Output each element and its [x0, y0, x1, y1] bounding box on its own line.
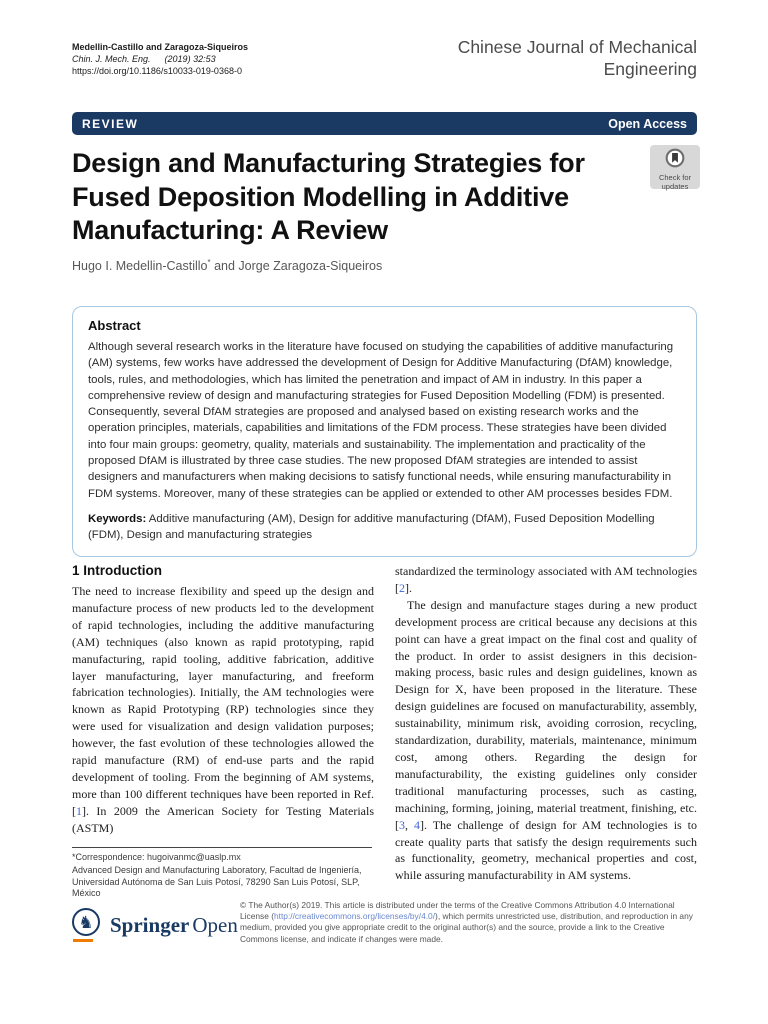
intro-paragraph-1 — [72, 583, 374, 837]
text-segment: ]. — [405, 580, 412, 595]
text-segment: ]. In 2009 the American Society for Testing Materials (ASTM) — [72, 803, 374, 835]
reference-link[interactable]: http://creativecommons.org/licenses/by/4.0/ — [273, 911, 436, 922]
citation-line — [72, 53, 248, 65]
abstract-heading: Abstract — [88, 318, 141, 333]
header-citation-block — [72, 41, 248, 77]
authors-line — [72, 258, 382, 273]
keywords-label: Keywords: — [88, 512, 147, 525]
correspondence-line[interactable]: *Correspondence: hugoivanmc@uaslp.mx — [72, 852, 241, 862]
reference-link[interactable]: 3 — [399, 817, 405, 832]
publisher-name-bold: Springer — [110, 912, 190, 937]
footnote-divider — [72, 847, 372, 848]
reference-link[interactable]: 1 — [76, 803, 82, 818]
springer-open-logo — [72, 898, 240, 945]
text-segment: The design and manufacture stages during a new product development process are critical because any decisions at this point can have a great impact on the final cost and quality of the product. In order to assist designers in this decision-making process, basic rules and design guidelines, known as Design for X, have been proposed in the literature. These design guidelines are focused on manufacturability, assembly, sustainability, minimum risk, avoiding corrosion, recycling, standardization, durability, materials, maintenance, minimum cost, among others. Regarding the design for manufacturability, the existing guidelines only consider traditional manufacturing processes, such as casting, machining, forming, joining, material treatment, finishing, etc. [ — [395, 597, 697, 832]
reference-link[interactable]: 4 — [413, 817, 420, 832]
keywords-line — [88, 511, 681, 544]
logo-orange-bar — [73, 939, 93, 942]
affiliation-line: Advanced Design and Manufacturing Laboratory, Facultad de Ingeniería, Universidad Autónoma de San Luis Potosí, 78290 San Luis Potosí, SLP, México — [72, 864, 362, 899]
check-updates-label: Check for updates — [658, 173, 692, 191]
body-columns — [72, 563, 697, 884]
horse-glyph: ♞ — [78, 912, 94, 932]
citation-issue: (2019) 32:53 — [164, 54, 216, 64]
section-heading-introduction: 1 Introduction — [72, 563, 162, 578]
text-segment: The need to increase flexibility and speed up the design and manufacture process of new products led to the development of rapid technologies, including the additive manufacturing (AM) techniques (also known as rapid prototyping, rapid manufacturing, rapid tooling, additive fabrication, additive layer manufacturing, layer manufacturing, and freeform fabrication technologies). Initially, the AM technologies were known as Rapid Prototyping (RP) technologies since they were used for visualization and design validation purposes; however, the fast evolution of these technologies allowed the rapid manufacture (RM) of end-use parts and the rapid development of tooling. From the beginning of AM systems, more than 100 different techniques have been reported in Ref. [ — [72, 584, 374, 818]
text-segment: ]. The challenge of design for AM technologies is to create quality parts that satisfy the design requirements such as functionality, geometry, mechanical properties and cost, while assuring manufacturability in AM systems. — [395, 817, 698, 883]
page-title: Design and Manufacturing Strategies for Fused Deposition Modelling in Additive Manufacturing: A Review — [72, 148, 585, 245]
correspondence-footnote — [72, 847, 372, 900]
check-for-updates-button[interactable] — [650, 145, 700, 189]
check-updates-icon — [665, 148, 685, 168]
text-segment: © The Author(s) 2019. This article is distributed under the terms of the Creative Commons Attribution 4.0 International License ( — [240, 900, 675, 922]
open-access-label: Open Access — [608, 116, 687, 131]
license-statement — [240, 898, 700, 945]
author-2: Jorge Zaragoza-Siqueiros — [238, 259, 383, 274]
publisher-name-light: Open — [192, 912, 238, 937]
text-segment: ), which permits unrestricted use, distribution, and reproduction in any medium, provided you give appropriate credit to the original author(s) and the source, provide a link to the Creative Commons license, and indicate if changes were made. — [240, 911, 693, 944]
keywords-text: Additive manufacturing (AM), Design for additive manufacturing (DfAM), Fused Deposition Modelling (FDM), Design and manufacturing strategies — [88, 512, 655, 542]
abstract-body: Although several research works in the literature have focused on studying the capabilities of additive manufacturing (AM) systems, few works have addressed the development of Design for Additive Manufacturing (DfAM) knowledge, tools, rules, and methodologies, which has limited the penetration and impact of AM in industry. In this paper a comprehensive review of design and manufacturing strategies for Fused Deposition Modelling (FDM) is presented. Consequently, several DfAM strategies are proposed and analysed based on existing research works and the operation principles, materials, capabilities and limitations of the FDM process. These strategies have been divided into four main groups: geometry, quality, materials and sustainability. The implementation and practicality of the proposed DfAM is illustrated by three case studies. The new proposed DfAM strategies are intended to assist designers and manufacturers when making decisions to satisfy functional needs, while ensuring manufacturability in FDM systems. Moreover, many of these strategies can be applied or extended to other AM processes besides FDM. — [88, 341, 674, 500]
text-segment: , — [405, 817, 414, 832]
reference-link[interactable]: 2 — [399, 580, 405, 595]
article-type-banner — [72, 112, 697, 135]
left-column — [72, 563, 374, 884]
article-type-label: REVIEW — [82, 116, 139, 131]
springer-horse-icon — [72, 908, 102, 942]
right-column — [395, 563, 697, 884]
author-connector: and — [210, 259, 239, 274]
publisher-name — [110, 913, 238, 938]
abstract-section — [72, 306, 697, 557]
footer — [72, 898, 700, 945]
intro-paragraph-3 — [395, 597, 697, 884]
citation-journal: Chin. J. Mech. Eng. — [72, 54, 151, 64]
intro-paragraph-2 — [395, 563, 697, 597]
journal-name: Chinese Journal of Mechanical Engineering — [457, 37, 697, 79]
correspondence-asterisk: * — [207, 258, 211, 267]
text-segment: standardized the terminology associated with AM technologies [ — [395, 564, 697, 595]
author-1: Hugo I. Medellin-Castillo — [72, 259, 208, 274]
running-head: Medellin-Castillo and Zaragoza-Siqueiros — [72, 42, 249, 52]
doi-link[interactable]: https://doi.org/10.1186/s10033-019-0368-0 — [72, 66, 242, 76]
